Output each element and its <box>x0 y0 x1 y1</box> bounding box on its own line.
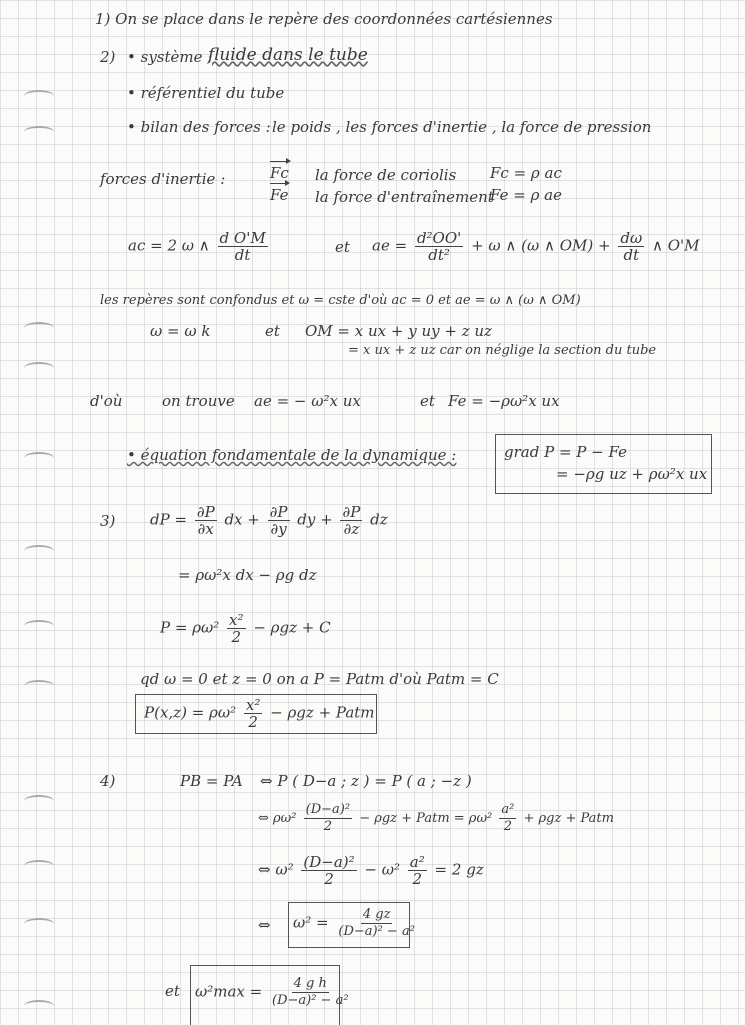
reperes-line: les repères sont confondus et ω = cste d'où ac = 0 et ae = ω ∧ (ω ∧ OM) <box>100 293 581 308</box>
ae-result: ae = − ω²x ux <box>254 392 361 410</box>
ae-numerator-1: d²OO' <box>416 229 462 247</box>
inertie-label: forces d'inertie : <box>100 170 226 188</box>
pfd-line-1: grad P = P − Fe <box>504 443 627 461</box>
partial-z-fraction <box>340 504 362 537</box>
binder-hole <box>24 680 54 692</box>
omega-max-lhs: ω²max = <box>195 982 263 1001</box>
pfd-line-2: = −ρg uz + ρω²x ux <box>556 465 708 483</box>
question-2-number: 2) <box>100 48 116 66</box>
omega-lhs: ω² = <box>293 913 329 932</box>
question-4-number: 4) <box>100 772 116 790</box>
pressure-fraction <box>244 697 262 730</box>
simplified-pre: ⇔ ω² <box>258 860 294 879</box>
ae-numerator-2: dω <box>620 229 643 247</box>
partial-y-den: ∂y <box>270 520 287 538</box>
bilan-value: le poids , les forces d'inertie , la force de pression <box>272 118 652 136</box>
binder-hole <box>24 322 54 334</box>
partial-x-fraction <box>195 504 217 537</box>
pressure-result-box <box>135 694 377 734</box>
omega-denominator: (D−a)² − a² <box>338 924 415 939</box>
ae-lhs: ae = <box>372 236 408 255</box>
ae-middle: + ω ∧ (ω ∧ OM) + <box>471 236 611 255</box>
dz-term: dz <box>370 510 388 529</box>
p-equation <box>160 612 331 645</box>
pfd-label: • équation fondamentale de la dynamique : <box>127 446 457 464</box>
dx-term: dx + <box>224 510 260 529</box>
omega-max-box <box>190 965 349 1025</box>
pressure-result <box>144 697 375 730</box>
pressure-rhs: − ρgz + Patm <box>270 703 375 722</box>
simplified-num-2: a² <box>409 853 425 871</box>
boundary-condition: qd ω = 0 et z = 0 on a P = Patm d'où Patm = C <box>140 670 499 688</box>
question-1-text: 1) On se place dans le repère des coordonnées cartésiennes <box>95 10 553 28</box>
fe-result: Fe = −ρω²x ux <box>448 392 560 410</box>
fc-symbol: Fc <box>270 164 289 182</box>
p-fraction <box>227 612 245 645</box>
omega-result <box>293 907 420 940</box>
partial-x-num: ∂P <box>196 503 215 521</box>
expanded-num-2: a² <box>501 802 515 817</box>
simplified-num-1: (D−a)² <box>303 853 355 871</box>
partial-x-den: ∂x <box>197 520 214 538</box>
binder-hole <box>24 860 54 872</box>
partial-y-fraction <box>268 504 290 537</box>
ac-fraction <box>218 230 268 263</box>
bilan-label: • bilan des forces : <box>127 118 271 136</box>
simplified-mid: − ω² <box>364 860 401 879</box>
pfd-result-box <box>495 434 712 494</box>
omega-result-box <box>288 902 415 948</box>
ae-end: ∧ O'M <box>652 236 700 255</box>
fe-expression: Fe = ρ ae <box>490 186 562 204</box>
ac-denominator: dt <box>234 246 251 264</box>
et-word: et <box>335 238 350 256</box>
expanded-den-1: 2 <box>323 819 332 834</box>
partial-z-num: ∂P <box>342 503 361 521</box>
omega-max-result <box>195 976 354 1009</box>
simplified-equality <box>258 854 484 887</box>
ae-denominator-2: dt <box>623 246 640 264</box>
ae-fraction-2 <box>618 230 644 263</box>
fe-vector <box>270 186 288 204</box>
dy-term: dy + <box>297 510 333 529</box>
expanded-fraction-1 <box>304 802 352 835</box>
et-word-4: et <box>165 982 180 1000</box>
simplified-fraction-2 <box>408 854 427 887</box>
om-expression-2: = x ux + z uz car on néglige la section du tube <box>348 343 657 358</box>
ae-fraction-1 <box>415 230 463 263</box>
ac-equation <box>128 230 271 263</box>
systeme-label: • système : <box>127 48 213 66</box>
et-word-2: et <box>265 322 280 340</box>
simplified-den-2: 2 <box>412 870 423 888</box>
ae-equation <box>372 230 700 263</box>
ac-numerator: d O'M <box>219 229 266 247</box>
omega-max-fraction <box>270 976 351 1009</box>
dp-equation <box>150 504 388 537</box>
omega-max-numerator: 4 g h <box>293 976 327 991</box>
simplified-den-1: 2 <box>324 870 334 888</box>
binder-hole <box>24 918 54 930</box>
fc-description: la force de coriolis <box>315 166 457 184</box>
expanded-fraction-2 <box>499 802 516 835</box>
dou-text: on trouve <box>162 392 235 410</box>
expanded-num-1: (D−a)² <box>305 802 351 817</box>
ac-lhs: ac = 2 ω ∧ <box>128 236 210 255</box>
omega-max-denominator: (D−a)² − a² <box>272 993 349 1008</box>
simplified-fraction-1 <box>301 854 356 887</box>
omega-equiv-arrow: ⇔ <box>258 916 271 934</box>
omega-fraction <box>336 907 417 940</box>
binder-hole <box>24 90 54 102</box>
dp-lhs: dP = <box>150 510 188 529</box>
partial-z-den: ∂z <box>343 520 360 538</box>
simplified-end: = 2 gz <box>434 860 484 879</box>
binder-hole <box>24 545 54 557</box>
expanded-den-2: 2 <box>503 819 513 834</box>
binder-hole <box>24 1000 54 1012</box>
ae-denominator-1: dt² <box>428 246 450 264</box>
pressure-equality: ⇔ P ( D−a ; z ) = P ( a ; −z ) <box>260 772 472 790</box>
p-numerator: x² <box>229 611 244 629</box>
et-word-3: et <box>420 392 435 410</box>
om-expression-1: OM = x ux + y uy + z uz <box>305 322 492 340</box>
binder-hole <box>24 452 54 464</box>
p-lhs: P = ρω² <box>160 618 220 637</box>
binder-hole <box>24 362 54 374</box>
question-3-number: 3) <box>100 512 116 530</box>
expanded-mid: − ρgz + Patm = ρω² <box>359 811 493 826</box>
partial-y-num: ∂P <box>269 503 288 521</box>
binder-hole <box>24 126 54 138</box>
fe-description: la force d'entraînement <box>315 188 494 206</box>
referentiel-text: • référentiel du tube <box>127 84 285 102</box>
pressure-denominator: 2 <box>248 713 258 731</box>
omega-numerator: 4 gz <box>362 907 391 922</box>
p-rhs: − ρgz + C <box>253 618 331 637</box>
systeme-value: fluide dans le tube <box>208 45 368 65</box>
fc-expression: Fc = ρ ac <box>490 164 562 182</box>
binder-hole <box>24 795 54 807</box>
expanded-equality <box>258 802 614 835</box>
expanded-end: + ρgz + Patm <box>523 811 614 826</box>
pressure-lhs: P(x,z) = ρω² <box>144 703 237 722</box>
omega-expression: ω = ω k <box>150 322 211 340</box>
dou-label: d'où <box>90 392 123 410</box>
binder-hole <box>24 620 54 632</box>
expanded-pre: ⇔ ρω² <box>258 811 297 826</box>
dp-simplified: = ρω²x dx − ρg dz <box>178 566 317 584</box>
pb-equals-pa: PB = PA <box>180 772 243 790</box>
fe-symbol: Fe <box>270 186 289 204</box>
p-denominator: 2 <box>231 628 242 646</box>
pressure-numerator: x² <box>245 696 261 714</box>
